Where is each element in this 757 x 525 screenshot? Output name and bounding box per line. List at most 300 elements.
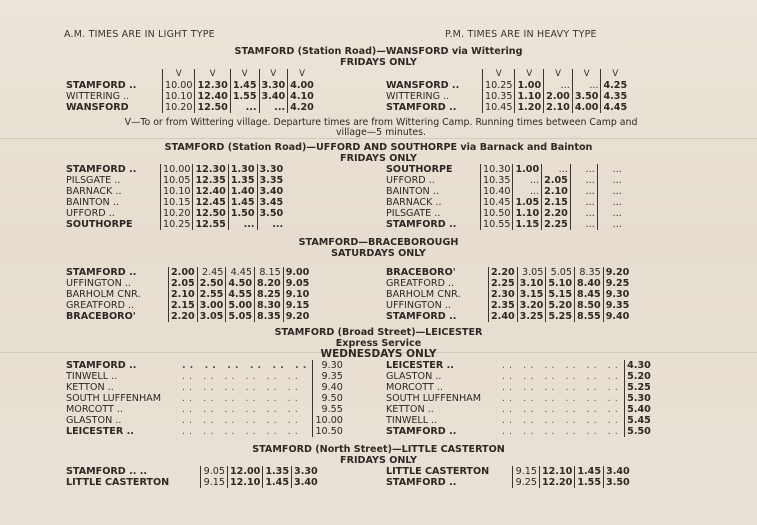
stop-name: MORCOTT — [386, 382, 434, 393]
time-cell: 3.50 — [604, 477, 632, 488]
wansford-outbound-table — [66, 69, 316, 113]
time-cell: 3.15 — [517, 289, 546, 300]
time-cell: ... — [570, 175, 597, 186]
leader-dots: .. — [123, 91, 130, 102]
time-cell: ... — [513, 186, 542, 197]
table-row — [66, 91, 316, 102]
table-row — [386, 477, 632, 488]
time-cell: 5.25 — [624, 382, 653, 393]
time-cell: ... — [572, 80, 601, 91]
time-cell: 5.15 — [546, 289, 575, 300]
leader-dots: .. — [129, 80, 137, 91]
leicester-title: STAMFORD (Broad Street)—LEICESTER — [274, 327, 483, 338]
leader-dots: .. .. .. .. .. .. — [182, 404, 302, 415]
time-cell: 9.55 — [313, 404, 345, 415]
leader-dots: .. .. .. .. .. .. — [502, 415, 622, 426]
marks-row — [386, 69, 629, 80]
time-cell: 9.40 — [313, 382, 345, 393]
village-mark: V — [259, 69, 288, 80]
stop-name: KETTON — [386, 404, 425, 415]
time-cell: 5.25 — [546, 311, 575, 322]
table-row — [386, 371, 653, 382]
table-row — [386, 360, 653, 371]
stop-name: TINWELL — [386, 415, 429, 426]
time-cell: 10.35 — [483, 91, 515, 102]
time-cell: 9.35 — [603, 300, 631, 311]
village-mark: V — [163, 69, 195, 80]
time-cell: 9.35 — [313, 371, 345, 382]
time-cell: 2.45 — [197, 267, 226, 278]
time-cell: 5.20 — [546, 300, 575, 311]
time-cell: 8.55 — [575, 311, 604, 322]
time-cell: 3.10 — [517, 278, 546, 289]
leader-dots: .. .. .. .. .. .. — [502, 371, 622, 382]
table-row — [386, 415, 653, 426]
pm-type-note: P.M. TIMES ARE IN HEAVY TYPE — [445, 29, 597, 40]
time-cell: 2.20 — [542, 208, 571, 219]
stop-name: STAMFORD — [66, 360, 126, 371]
time-cell: 2.20 — [169, 311, 198, 322]
time-cell: ... — [257, 219, 285, 230]
time-cell: 1.15 — [513, 219, 542, 230]
stop-name: UFFINGTON — [66, 278, 122, 289]
stop-name: PILSGATE — [386, 208, 432, 219]
time-cell: 12.40 — [195, 91, 230, 102]
stop-name: WITTERING — [66, 91, 121, 102]
time-cell: 5.20 — [624, 371, 653, 382]
braceborough-outbound-table — [66, 267, 311, 322]
time-cell: 2.05 — [542, 175, 571, 186]
time-cell: 10.00 — [313, 415, 345, 426]
stop-name: UFFORD — [66, 208, 106, 219]
stop-name: BARHOLM CNR. — [386, 289, 461, 300]
leader-dots: .. — [435, 371, 442, 382]
stop-name: GREATFORD — [386, 278, 445, 289]
time-cell: 9.00 — [283, 267, 311, 278]
table-row — [386, 278, 631, 289]
time-cell: 12.35 — [193, 175, 228, 186]
time-cell: 10.05 — [161, 175, 193, 186]
leader-dots: .. — [446, 360, 454, 371]
stop-name: UFFORD — [386, 175, 426, 186]
casterton-subtitle: FRIDAYS ONLY — [340, 455, 417, 466]
ufford-outbound-table — [66, 164, 285, 230]
leader-dots: .. — [139, 466, 148, 477]
stop-name: SOUTHORPE — [66, 219, 133, 230]
table-row — [386, 404, 653, 415]
time-cell: 12.30 — [195, 80, 230, 91]
casterton-outbound-table — [66, 466, 320, 488]
time-cell: ... — [544, 80, 573, 91]
time-cell: 1.20 — [515, 102, 544, 113]
table-row — [386, 80, 629, 91]
time-cell: 10.20 — [161, 208, 193, 219]
leader-dots: .. — [436, 382, 443, 393]
leader-dots: .. — [428, 175, 435, 186]
time-cell: 1.00 — [515, 80, 544, 91]
stop-name: SOUTH LUFFENHAM — [386, 393, 482, 404]
stop-name: STAMFORD — [386, 311, 446, 322]
time-cell: 1.35 — [263, 466, 292, 477]
table-row — [386, 175, 624, 186]
time-cell: 4.20 — [288, 102, 316, 113]
braceborough-subtitle: SATURDAYS ONLY — [331, 248, 426, 259]
time-cell: 3.05 — [197, 311, 226, 322]
time-cell: 5.05 — [226, 311, 255, 322]
table-row — [66, 197, 285, 208]
leicester-outbound-table — [66, 360, 345, 437]
time-cell: ... — [230, 102, 259, 113]
time-cell: ... — [570, 197, 597, 208]
time-cell: 1.45 — [230, 80, 259, 91]
table-row — [66, 289, 311, 300]
stop-name: STAMFORD — [386, 477, 446, 488]
table-row — [66, 164, 285, 175]
table-row — [66, 311, 311, 322]
table-row — [386, 164, 624, 175]
leader-dots: .. — [114, 175, 121, 186]
stop-name: STAMFORD — [66, 164, 126, 175]
time-cell: 1.45 — [228, 197, 257, 208]
time-cell: 2.20 — [489, 267, 518, 278]
time-cell: 10.00 — [161, 164, 193, 175]
time-cell: 3.50 — [257, 208, 285, 219]
time-cell: 10.10 — [163, 91, 195, 102]
time-cell: 10.25 — [483, 80, 515, 91]
table-row — [386, 300, 631, 311]
time-cell: 2.10 — [544, 102, 573, 113]
table-row — [66, 426, 345, 437]
time-cell: 9.30 — [603, 289, 631, 300]
time-cell: ... — [513, 175, 542, 186]
time-cell: 2.40 — [489, 311, 518, 322]
table-row — [66, 393, 345, 404]
time-cell: ... — [542, 164, 571, 175]
stop-name: BRACEBORO' — [386, 267, 456, 278]
leicester-inbound-table — [386, 360, 653, 437]
stop-name: LITTLE CASTERTON — [386, 466, 490, 477]
leader-dots: .. — [115, 186, 122, 197]
time-cell: 10.20 — [163, 102, 195, 113]
table-row — [66, 186, 285, 197]
stop-name: STAMFORD — [386, 426, 446, 437]
braceborough-title: STAMFORD—BRACEBOROUGH — [298, 237, 459, 248]
stop-name: BAINTON — [66, 197, 110, 208]
time-cell: 4.10 — [288, 91, 316, 102]
table-row — [66, 300, 311, 311]
stop-name: GLASTON — [66, 415, 113, 426]
time-cell: 12.50 — [195, 102, 230, 113]
leader-dots: .. — [448, 278, 455, 289]
time-cell: 12.55 — [193, 219, 228, 230]
time-cell: 4.00 — [572, 102, 601, 113]
stop-name: MORCOTT — [66, 404, 114, 415]
time-cell: 8.40 — [575, 278, 604, 289]
time-cell: 9.15 — [513, 466, 540, 477]
time-cell: 2.25 — [489, 278, 518, 289]
time-cell: ... — [597, 175, 624, 186]
time-cell: 2.15 — [542, 197, 571, 208]
stop-name: SOUTH LUFFENHAM — [66, 393, 162, 404]
time-cell: 10.00 — [163, 80, 195, 91]
leader-dots: .. — [431, 415, 438, 426]
time-cell: 3.45 — [257, 197, 285, 208]
leader-dots: .. — [449, 426, 457, 437]
leader-dots: .. — [435, 197, 442, 208]
village-mark: V — [572, 69, 601, 80]
time-cell: 3.00 — [197, 300, 226, 311]
leader-dots: .. .. .. .. .. .. — [502, 382, 622, 393]
time-cell: 9.20 — [283, 311, 311, 322]
time-cell: 1.45 — [263, 477, 292, 488]
time-cell: 5.40 — [624, 404, 653, 415]
time-cell: 2.35 — [489, 300, 518, 311]
stop-name: PILSGATE — [66, 175, 112, 186]
leicester-subtitle: Express Service — [335, 338, 422, 349]
stop-name: BARHOLM CNR. — [66, 289, 141, 300]
leader-dots: .. — [124, 278, 131, 289]
stop-name: WANSFORD — [66, 102, 129, 113]
village-mark: V — [230, 69, 259, 80]
stop-name: STAMFORD — [386, 102, 446, 113]
marks-row — [66, 69, 316, 80]
time-cell: 8.25 — [255, 289, 284, 300]
time-cell: 3.50 — [572, 91, 601, 102]
time-cell: 3.40 — [292, 477, 320, 488]
village-mark: V — [288, 69, 316, 80]
time-cell: 2.30 — [489, 289, 518, 300]
village-mark: V — [195, 69, 230, 80]
village-mark: V — [544, 69, 573, 80]
table-row — [66, 102, 316, 113]
leader-dots: .. .. .. .. .. .. — [182, 415, 302, 426]
am-type-note: A.M. TIMES ARE IN LIGHT TYPE — [64, 29, 215, 40]
table-row — [66, 219, 285, 230]
time-cell: 4.00 — [288, 80, 316, 91]
stop-name: LEICESTER — [66, 426, 124, 437]
leader-dots: .. — [449, 219, 457, 230]
leader-dots: .. .. .. .. .. .. — [502, 426, 622, 437]
table-row — [386, 289, 631, 300]
leader-dots: .. — [111, 371, 118, 382]
time-cell: 12.10 — [228, 477, 263, 488]
time-cell: 9.15 — [283, 300, 311, 311]
table-row — [386, 197, 624, 208]
time-cell: 4.25 — [601, 80, 629, 91]
leader-dots: .. — [129, 267, 137, 278]
leader-dots: .. — [444, 300, 451, 311]
time-cell: 2.10 — [169, 289, 198, 300]
time-cell: 10.40 — [481, 186, 513, 197]
stop-name: WANSFORD — [386, 80, 449, 91]
stop-name: TINWELL — [66, 371, 109, 382]
time-cell: 1.00 — [513, 164, 542, 175]
time-cell: ... — [597, 164, 624, 175]
table-row — [66, 175, 285, 186]
time-cell: 5.45 — [624, 415, 653, 426]
leader-dots: .. — [107, 382, 114, 393]
time-cell: 12.20 — [540, 477, 575, 488]
time-cell: 3.40 — [257, 186, 285, 197]
time-cell: 12.45 — [193, 197, 228, 208]
leader-dots: .. — [128, 300, 135, 311]
time-cell: 3.30 — [259, 80, 288, 91]
leader-dots: .. — [116, 404, 123, 415]
village-mark: V — [601, 69, 629, 80]
stop-name: GLASTON — [386, 371, 433, 382]
time-cell: 1.40 — [228, 186, 257, 197]
time-cell: 3.30 — [257, 164, 285, 175]
leader-dots: .. .. .. .. .. .. — [182, 393, 302, 404]
casterton-inbound-table — [386, 466, 632, 488]
time-cell: 2.15 — [169, 300, 198, 311]
time-cell: 5.05 — [546, 267, 575, 278]
leader-dots: .. — [427, 404, 434, 415]
time-cell: 10.15 — [161, 197, 193, 208]
time-cell: 8.45 — [575, 289, 604, 300]
time-cell: 5.10 — [546, 278, 575, 289]
time-cell: ... — [570, 186, 597, 197]
leader-dots: .. — [451, 80, 460, 91]
table-row — [66, 371, 345, 382]
time-cell: 2.05 — [169, 278, 198, 289]
time-cell: 1.50 — [228, 208, 257, 219]
table-row — [66, 415, 345, 426]
stop-name: STAMFORD — [66, 267, 126, 278]
table-row — [386, 426, 653, 437]
time-cell: 10.55 — [481, 219, 513, 230]
leader-dots: .. — [129, 360, 137, 371]
time-cell: ... — [597, 197, 624, 208]
time-cell: 1.05 — [513, 197, 542, 208]
time-cell: 9.10 — [283, 289, 311, 300]
table-row — [386, 208, 624, 219]
time-cell: 4.55 — [226, 289, 255, 300]
time-cell: 10.45 — [481, 197, 513, 208]
time-cell: 3.30 — [292, 466, 320, 477]
ufford-inbound-table — [386, 164, 624, 230]
table-row — [66, 80, 316, 91]
time-cell: 3.05 — [517, 267, 546, 278]
time-cell: 8.50 — [575, 300, 604, 311]
time-cell: 2.00 — [544, 91, 573, 102]
leader-dots: .. — [112, 197, 119, 208]
ufford-title: STAMFORD (Station Road)—UFFORD AND SOUTHORPE via Barnack and Bainton — [164, 142, 593, 153]
time-cell: 9.20 — [603, 267, 631, 278]
stop-name: STAMFORD — [386, 219, 446, 230]
stop-name: BRACEBORO' — [66, 311, 136, 322]
table-row — [386, 219, 624, 230]
stop-name: GREATFORD — [66, 300, 125, 311]
stop-name: STAMFORD — [66, 80, 126, 91]
time-cell: 10.50 — [313, 426, 345, 437]
time-cell: 3.40 — [604, 466, 632, 477]
time-cell: 12.50 — [193, 208, 228, 219]
time-cell: 8.35 — [575, 267, 604, 278]
table-row — [66, 267, 311, 278]
leader-dots: .. .. .. .. .. .. — [502, 360, 622, 371]
leicester-days: WEDNESDAYS ONLY — [320, 348, 437, 360]
table-row — [66, 208, 285, 219]
time-cell: ... — [597, 208, 624, 219]
time-cell: 1.45 — [575, 466, 604, 477]
stop-name: UFFINGTON — [386, 300, 442, 311]
stop-name: BARNACK — [386, 197, 433, 208]
time-cell: 2.50 — [197, 278, 226, 289]
wansford-title: STAMFORD (Station Road)—WANSFORD via Wittering — [234, 46, 523, 57]
stop-name: STAMFORD .. — [66, 466, 137, 477]
time-cell: 9.40 — [603, 311, 631, 322]
leader-dots: .. .. .. .. .. .. — [502, 393, 622, 404]
table-row — [66, 360, 345, 371]
wittering-note: V—To or from Wittering village. Departure times are from Wittering Camp. Running times between Camp and — [124, 117, 638, 128]
time-cell: 10.50 — [481, 208, 513, 219]
time-cell: 8.35 — [255, 311, 284, 322]
time-cell: 12.00 — [228, 466, 263, 477]
time-cell: ... — [597, 186, 624, 197]
casterton-title: STAMFORD (North Street)—LITTLE CASTERTON — [252, 444, 505, 455]
leader-dots: .. — [449, 311, 457, 322]
leader-dots: .. — [449, 477, 457, 488]
time-cell: 2.00 — [169, 267, 198, 278]
time-cell: 1.55 — [575, 477, 604, 488]
village-mark: V — [515, 69, 544, 80]
time-cell: 3.40 — [259, 91, 288, 102]
wansford-inbound-table — [386, 69, 629, 113]
time-cell: 2.10 — [542, 186, 571, 197]
leader-dots: .. — [108, 208, 115, 219]
time-cell: 9.25 — [513, 477, 540, 488]
time-cell: 10.10 — [161, 186, 193, 197]
leader-dots: .. .. .. .. .. .. — [182, 382, 302, 393]
time-cell: 2.55 — [197, 289, 226, 300]
time-cell: ... — [570, 219, 597, 230]
time-cell: 9.15 — [201, 477, 228, 488]
table-row — [386, 91, 629, 102]
table-row — [386, 267, 631, 278]
time-cell: ... — [570, 164, 597, 175]
stop-name: BAINTON — [386, 186, 430, 197]
ufford-subtitle: FRIDAYS ONLY — [340, 153, 417, 164]
time-cell: ... — [570, 208, 597, 219]
leader-dots: .. — [432, 186, 439, 197]
time-cell: 9.05 — [201, 466, 228, 477]
leader-dots: .. — [443, 91, 450, 102]
leader-dots: .. .. .. .. .. .. — [182, 360, 311, 371]
time-cell: 8.20 — [255, 278, 284, 289]
time-cell: 2.25 — [542, 219, 571, 230]
leader-dots: .. — [115, 415, 122, 426]
table-row — [386, 393, 653, 404]
stop-name: SOUTHORPE — [386, 164, 453, 175]
braceborough-inbound-table — [386, 267, 631, 322]
time-cell: 9.30 — [313, 360, 345, 371]
village-mark: V — [483, 69, 515, 80]
time-cell: 12.30 — [193, 164, 228, 175]
leader-dots: .. .. .. .. .. .. — [502, 404, 622, 415]
time-cell: 5.00 — [226, 300, 255, 311]
time-cell: 10.25 — [161, 219, 193, 230]
stop-name: LEICESTER — [386, 360, 444, 371]
stop-name: LITTLE CASTERTON — [66, 477, 170, 488]
paper-fold — [0, 138, 757, 139]
table-row — [386, 311, 631, 322]
table-row — [66, 466, 320, 477]
time-cell: 8.30 — [255, 300, 284, 311]
time-cell: 4.50 — [226, 278, 255, 289]
leader-dots: .. .. .. .. .. .. — [182, 371, 302, 382]
table-row — [66, 404, 345, 415]
